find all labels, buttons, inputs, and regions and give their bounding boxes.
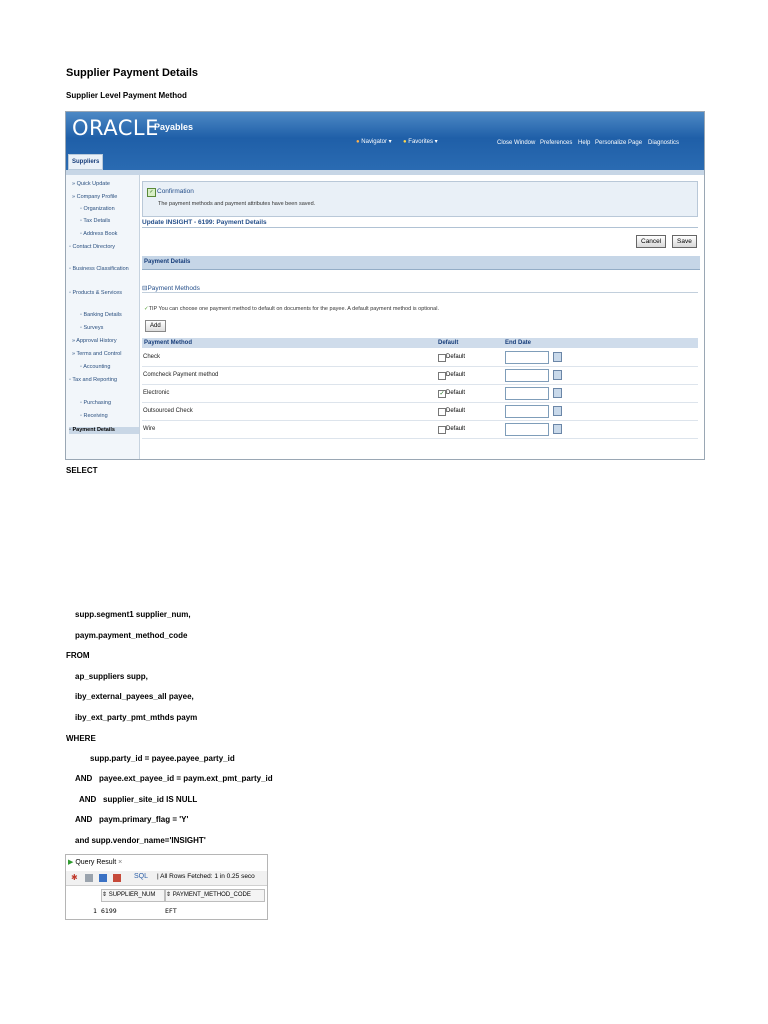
payment-method-code-cell[interactable]: EFT — [165, 907, 177, 915]
sidebar-item-organization[interactable]: ◦ Organization — [80, 206, 115, 212]
pin-icon[interactable]: ✱ — [71, 873, 78, 882]
end-date-input[interactable] — [505, 405, 549, 418]
sidebar-item-address-book[interactable]: ◦ Address Book — [80, 231, 118, 237]
default-checkbox[interactable] — [438, 354, 446, 362]
tip-icon: ✓ — [144, 306, 149, 312]
table-row — [142, 403, 698, 421]
add-button[interactable]: Add — [145, 320, 166, 332]
calendar-icon[interactable] — [553, 424, 562, 434]
table-row — [142, 421, 698, 439]
sidebar-item-payment-details[interactable]: ◦ Payment Details — [69, 427, 139, 434]
update-title: Update INSIGHT - 6199: Payment Details — [142, 219, 698, 228]
print-icon[interactable] — [85, 874, 93, 882]
sidebar-item-products-services[interactable]: ◦ Products & Services — [69, 290, 123, 296]
sidebar-item-contact-directory[interactable]: ◦ Contact Directory — [69, 244, 115, 250]
sidebar-item-surveys[interactable]: ◦ Surveys — [80, 325, 104, 331]
query-toolbar — [66, 871, 267, 886]
main-content — [142, 175, 702, 459]
sql-line: AND paym.primary_flag = 'Y' — [75, 815, 189, 824]
oracle-screenshot — [65, 111, 705, 460]
sql-line: supp.party_id = payee.payee_party_id — [90, 754, 235, 763]
sidebar-item-company-profile[interactable]: » Company Profile — [72, 194, 118, 200]
tab-suppliers[interactable]: Suppliers — [68, 154, 103, 170]
end-date-input[interactable] — [505, 387, 549, 400]
calendar-icon[interactable] — [553, 370, 562, 380]
checkmark-icon: ✓ — [147, 188, 156, 197]
calendar-icon[interactable] — [553, 406, 562, 416]
sql-line: iby_external_payees_all payee, — [75, 692, 194, 701]
oracle-logo: ORACLE — [72, 116, 159, 140]
preferences-link[interactable]: Preferences — [540, 140, 573, 146]
sidebar-item-quick-update[interactable]: » Quick Update — [72, 181, 110, 187]
sql-line: iby_ext_party_pmt_mthds paym — [75, 713, 198, 722]
sidebar-item-business-classification[interactable]: ◦ Business Classification — [69, 266, 129, 272]
sql-line: WHERE — [66, 734, 96, 743]
fetch-status: | All Rows Fetched: 1 in 0.25 seco — [157, 873, 255, 880]
sql-line: ap_suppliers supp, — [75, 672, 148, 681]
default-checkbox[interactable] — [438, 426, 446, 434]
payment-method-name: Check — [143, 354, 161, 360]
column-header-default: Default — [438, 338, 505, 348]
default-checkbox[interactable] — [438, 408, 446, 416]
payment-method-name: Comcheck Payment method — [143, 372, 219, 378]
supplier-num-cell[interactable]: 6199 — [101, 907, 117, 915]
close-window-link[interactable]: Close Window — [497, 140, 536, 146]
default-label: Default — [446, 354, 466, 360]
sidebar-item-terms-control[interactable]: » Terms and Control — [72, 351, 122, 357]
sidebar-item-receiving[interactable]: ◦ Receiving — [80, 413, 108, 419]
query-result-panel — [65, 854, 268, 920]
end-date-input[interactable] — [505, 351, 549, 364]
default-label: Default — [446, 426, 466, 432]
cancel-button[interactable]: Cancel — [636, 235, 666, 248]
personalize-page-link[interactable]: Personalize Page — [595, 140, 643, 146]
sql-line: FROM — [66, 651, 90, 660]
column-header-supplier-num[interactable]: ⇕ SUPPLIER_NUM — [101, 889, 165, 902]
default-label: Default — [446, 390, 466, 396]
confirmation-title: Confirmation — [157, 188, 194, 195]
sql-line: AND supplier_site_id IS NULL — [79, 795, 198, 804]
sidebar-item-tax-reporting[interactable]: ◦ Tax and Reporting — [69, 377, 118, 383]
column-header-payment-method: Payment Method — [142, 338, 438, 348]
table-row — [142, 385, 698, 403]
row-number: 1 — [93, 907, 97, 915]
favorites-menu[interactable]: ● Favorites ▾ — [403, 139, 438, 145]
page-subtitle: Supplier Level Payment Method — [66, 91, 187, 100]
payment-method-name: Wire — [143, 426, 156, 432]
table-row — [142, 367, 698, 385]
sidebar-item-accounting[interactable]: ◦ Accounting — [80, 364, 111, 370]
default-checkbox[interactable] — [438, 372, 446, 380]
app-name: Payables — [154, 122, 194, 132]
help-link[interactable]: Help — [578, 140, 591, 146]
payment-methods-header[interactable]: ⊟Payment Methods — [142, 284, 698, 293]
tab-query-result[interactable]: ▶ Query Result × — [68, 859, 123, 866]
diagnostics-link[interactable]: Diagnostics — [648, 140, 680, 146]
sidebar-item-tax-details[interactable]: ◦ Tax Details — [80, 218, 111, 224]
page-title: Supplier Payment Details — [66, 67, 199, 79]
column-header-payment-method-code[interactable]: ⇕ PAYMENT_METHOD_CODE — [165, 889, 265, 902]
end-date-input[interactable] — [505, 423, 549, 436]
confirmation-message: The payment methods and payment attributes have been saved. — [158, 201, 316, 207]
payment-method-name: Electronic — [143, 390, 170, 396]
confirmation-box — [142, 181, 698, 217]
sql-line: supp.segment1 supplier_num, — [75, 610, 191, 619]
run-icon: ▶ — [68, 859, 74, 866]
end-date-input[interactable] — [505, 369, 549, 382]
sidebar-item-banking-details[interactable]: ◦ Banking Details — [80, 312, 122, 318]
table-row — [142, 349, 698, 367]
sql-line: paym.payment_method_code — [75, 631, 188, 640]
sql-select: SELECT — [66, 466, 98, 475]
export-icon[interactable] — [113, 874, 121, 882]
sidebar — [66, 175, 140, 459]
ebs-header — [66, 112, 704, 170]
tip-text: ✓TIP You can choose one payment method to default on documents for the payee. A default payment method is optional. — [144, 306, 439, 312]
default-label: Default — [446, 372, 466, 378]
sidebar-item-approval-history[interactable]: » Approval History — [72, 338, 117, 344]
sql-tab-label[interactable]: SQL — [134, 873, 149, 880]
payment-details-header: Payment Details — [142, 256, 700, 270]
default-checkbox-checked[interactable]: ✓ — [439, 391, 445, 397]
calendar-icon[interactable] — [553, 352, 562, 362]
sql-line: and supp.vendor_name='INSIGHT' — [75, 836, 206, 845]
grid-icon[interactable] — [99, 874, 107, 882]
sql-line: AND payee.ext_payee_id = paym.ext_pmt_party_id — [75, 774, 273, 783]
calendar-icon[interactable] — [553, 388, 562, 398]
payment-method-name: Outsourced Check — [143, 408, 193, 414]
navigator-menu[interactable]: ● Navigator ▾ — [356, 139, 392, 145]
default-label: Default — [446, 408, 466, 414]
column-header-end-date: End Date — [505, 338, 698, 348]
close-icon[interactable]: × — [118, 859, 123, 866]
save-button[interactable]: Save — [672, 235, 697, 248]
sidebar-item-purchasing[interactable]: ◦ Purchasing — [80, 400, 112, 406]
